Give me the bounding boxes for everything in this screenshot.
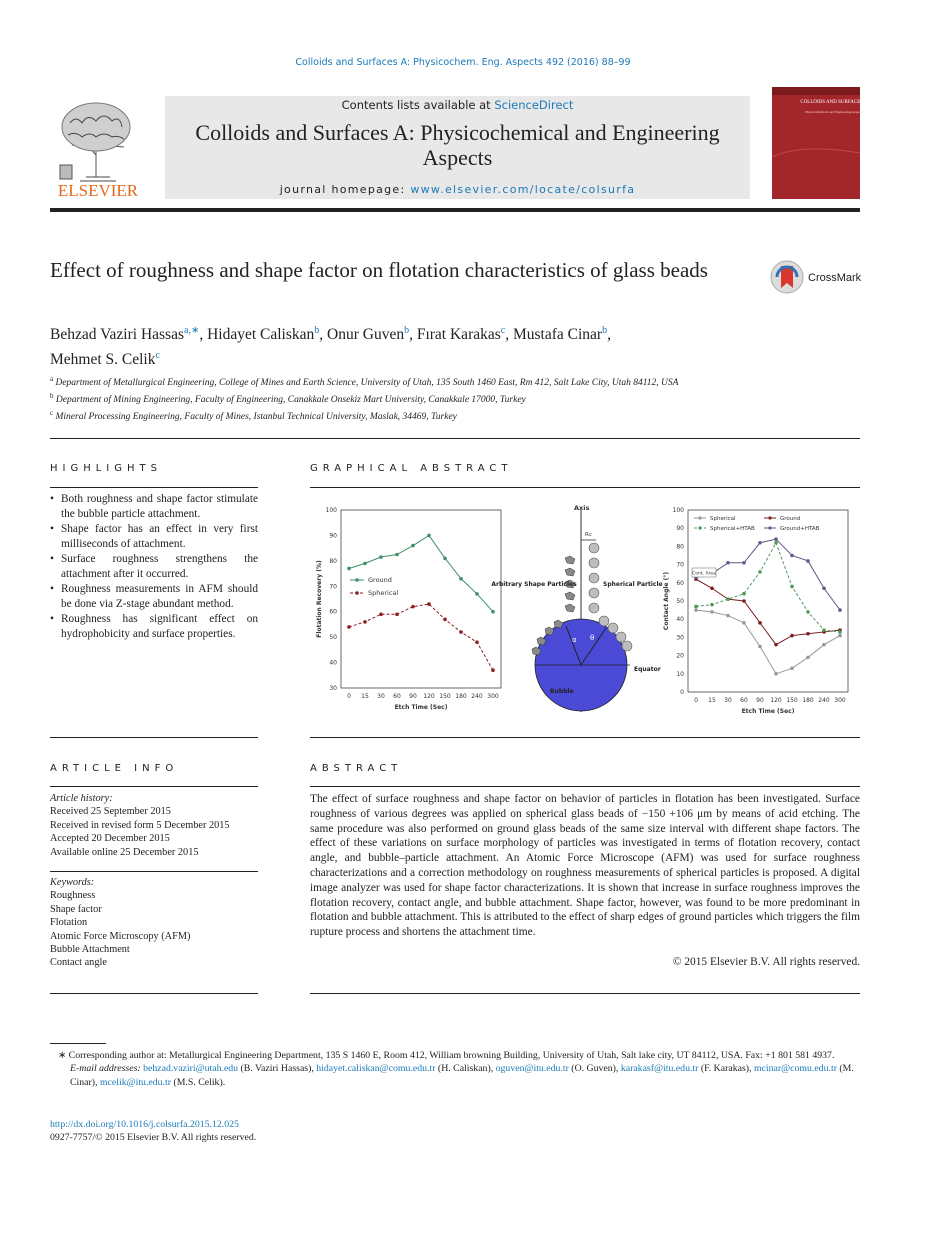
data-point [774,672,778,676]
spherical-particle [616,632,626,642]
data-point [363,562,367,566]
data-point [475,640,479,644]
article-title: Effect of roughness and shape factor on flotation characteristics of glass beads [50,258,708,282]
legend-marker [355,591,359,595]
data-point [379,555,383,559]
data-point [427,602,431,606]
article-info-rule [50,786,258,787]
x-tick-label: 90 [409,693,417,700]
history-entry: Available online 25 December 2015 [50,846,199,858]
x-tick-label: 60 [393,693,401,700]
abstract-rule [310,786,860,787]
keywords-end-rule [50,993,258,994]
author-separator: , [409,326,417,344]
publisher-name: ELSEVIER [57,181,139,200]
highlight-item: • Both roughness and shape factor stimulate the bubble particle attachment. [50,492,258,522]
header-rule [50,208,860,212]
data-point [774,537,778,541]
tree-icon [60,103,130,181]
x-tick-label: 300 [487,693,499,700]
journal-cover[interactable] [772,87,868,199]
highlight-item: • Shape factor has an effect in very first milliseconds of attachment. [50,522,258,552]
author-separator: , [505,326,513,344]
contents-prefix: Contents lists available at [341,98,495,112]
author-affiliation-mark[interactable]: b [314,325,320,336]
x-tick-label: 15 [361,693,369,700]
sciencedirect-link[interactable]: ScienceDirect [494,98,574,112]
y-tick-label: 10 [676,670,684,678]
data-point [459,577,463,581]
spherical-particle [589,543,599,553]
data-point [822,586,826,590]
data-point [395,553,399,557]
abstract-text: The effect of surface roughness and shape factor on behavior of particles in flotation has been investigated. Surface roughness of various degrees was applied on spherical glass beads of −150 +106 μm by means of acid etching. The same procedure was also performed on ground glass beads of the same size interval with different shape factors. The effect of these variations on surface morphology of particles was investigated in terms of flotation recovery, contact angle, and bubble–particle attachment. An Atomic Force Microscope (AFM) was used for surface roughness characterizations and a correction methodology on roughness measurements of spherical particles is proposed. A digital image analyzer was used for shape factor characterizations. It is shown that increase in surface roughness improves the flotation recovery, contact angle, and bubble attachment. Shape factor, however, was found to be more predominant in flotation and bubble attachment. This is attributed to the effect of sharp edges of ground particles which triggers the film rupture process and shortens the attachment time. [310,793,860,939]
author-affiliation-mark[interactable]: c [500,325,506,336]
article-history [50,792,260,859]
author-name: Fırat Karakas [416,326,501,344]
graphical-abstract-rule [310,487,860,488]
affiliation [50,390,760,407]
y-tick-label: 90 [329,532,337,540]
x-tick-label: 60 [740,697,748,704]
email-label: E-mail addresses: [70,1063,141,1075]
data-point [726,597,730,601]
x-tick-label: 30 [377,693,385,700]
author-name: Mustafa Cinar [512,326,603,344]
data-point [742,592,746,596]
data-point [758,621,762,625]
email-addresses [50,1062,860,1089]
homepage-prefix: journal homepage: [279,183,411,196]
affiliation-text: Department of Metallurgical Engineering, College of Mines and Earth Science, University of Utah, 135 South 1460 East, Rm 412, Salt Lake City, Utah 84112, USA [55,378,679,389]
y-tick-label: 80 [676,543,684,551]
crossmark-icon [770,260,862,294]
data-point [726,614,730,618]
data-point [710,603,714,607]
author-affiliation-mark[interactable]: a,∗ [184,325,200,336]
theta-label: θ [590,634,595,642]
graphical-abstract-figure [308,500,860,725]
abstract-end-rule [310,993,860,994]
spherical-particle [589,573,599,583]
x-tick-label: 30 [724,697,732,704]
affiliation-mark: a [50,375,54,383]
cover-subtitle: Physicochemical and Engineering Aspects [805,110,863,114]
legend-label: Spherical [710,516,736,522]
history-entry: Received 25 September 2015 [50,806,171,818]
data-point [491,610,495,614]
series-line-spherical [696,610,840,674]
data-point [379,612,383,616]
data-point [411,544,415,548]
keywords-label: Keywords: [50,877,95,888]
email-owner: (H. Caliskan), [435,1063,496,1075]
email-link[interactable]: behzad.vaziri@utah.edu [143,1063,239,1075]
arbitrary-particle [565,604,575,612]
data-point [838,608,842,612]
x-tick-label: 15 [708,697,716,704]
spherical-particle [622,641,632,651]
data-point [838,634,842,638]
keywords [50,876,260,970]
y-tick-label: 30 [329,685,337,692]
series-line-spherical [349,604,493,670]
cover-title: COLLOIDS AND SURFACES A [800,100,868,105]
x-tick-label: 150 [439,693,451,700]
keyword: Contact angle [50,957,107,969]
highlight-item: • Roughness measurements in AFM should be done via Z-stage abundant method. [50,582,258,612]
legend-marker [768,516,771,519]
graphical-abstract-end-rule [310,737,860,738]
y-tick-label: 40 [329,659,337,667]
journal-title: Colloids and Surfaces A: Physicochemical and Engineering Aspects [195,120,720,170]
data-point [694,608,698,612]
y-tick-label: 50 [329,634,337,642]
email-owner: (F. Karakas), [698,1063,754,1075]
data-point [758,541,762,545]
article-info-heading: ARTICLE INFO [50,763,179,774]
keyword: Shape factor [50,903,102,915]
author-name: Onur Guven [327,326,405,344]
plot-frame [341,510,501,688]
email-owner: (B. Vaziri Hassas), [238,1063,317,1075]
x-axis-label: Etch Time (Sec) [394,704,448,711]
data-point [363,620,367,624]
data-point [710,586,714,590]
data-point [822,643,826,647]
affiliation-mark: b [50,392,54,401]
abstract-copyright: © 2015 Elsevier B.V. All rights reserved. [672,956,860,968]
data-point [822,628,826,632]
arbitrary-particle [565,592,575,600]
data-point [758,645,762,649]
bubble-label: Bubble [550,688,574,695]
series-line-ground-htab [696,539,840,610]
keyword: Bubble Attachment [50,944,130,956]
email-link[interactable]: oguven@itu.edu.tr [495,1063,569,1075]
data-point [774,643,778,647]
legend-label: Ground [368,576,392,584]
issn-line: 0927-7757/© 2015 Elsevier B.V. All rights reserved. [50,1132,257,1144]
rc-label: Rc [585,532,592,538]
data-point [475,592,479,596]
data-point [411,605,415,609]
x-tick-label: 240 [471,693,483,700]
highlights-list [50,492,258,642]
legend-label: Ground+HTAB [780,526,820,532]
x-tick-label: 120 [770,697,782,704]
author-separator: , [607,326,611,344]
title-rule [50,438,860,439]
email-owner: (M. Cinar), [70,1063,854,1088]
arbitrary-particle [565,556,575,564]
history-rule [50,871,258,872]
highlight-item: • Roughness has significant effect on hydrophobicity and surface properties. [50,612,258,642]
y-tick-label: 60 [329,608,337,616]
author-separator: , [199,326,208,344]
author-affiliation-mark[interactable]: b [404,325,410,336]
x-tick-label: 0 [694,697,698,704]
alpha-label: α [572,636,577,644]
data-point [491,668,495,672]
email-link[interactable]: mcinar@comu.edu.tr [753,1063,837,1075]
y-tick-label: 70 [676,561,684,569]
arbitrary-particle [565,568,575,576]
contents-line [165,98,750,112]
y-tick-label: 60 [676,579,684,587]
data-point [758,570,762,574]
arbitrary-shape-label: Arbitrary Shape Particles [491,581,577,588]
data-point [806,656,810,660]
highlight-item: • Surface roughness strengthens the attachment after it occurred. [50,552,258,582]
crossmark-badge[interactable] [770,260,862,294]
email-link[interactable]: hidayet.caliskan@comu.edu.tr [316,1063,436,1075]
keyword: Roughness [50,890,96,902]
affiliation [50,373,760,390]
data-point [443,618,447,622]
data-point [710,610,714,614]
elsevier-logo [50,95,146,200]
crossmark-label: CrossMark [808,272,862,284]
arbitrary-particle [545,627,554,635]
doi-link[interactable]: http://dx.doi.org/10.1016/j.colsurfa.2015.12.025 [50,1119,239,1130]
x-tick-label: 240 [818,697,830,704]
data-point [742,599,746,603]
email-link[interactable]: karakasf@itu.edu.tr [620,1063,699,1075]
email-owner: (M.S. Celik). [171,1076,226,1088]
data-point [806,632,810,636]
abstract-heading: ABSTRACT [310,763,403,774]
affiliation-mark: c [50,409,54,418]
history-label: Article history: [50,793,113,804]
data-point [395,612,399,616]
affiliation-text: Mineral Processing Engineering, Faculty of Mines, Istanbul Technical University, Maslak, 34469, Turkey [55,412,457,423]
highlights-heading: HIGHLIGHTS [50,463,162,474]
legend-label: Spherical [368,589,399,597]
arbitrary-particle [554,620,563,628]
data-point [742,561,746,565]
data-point [459,630,463,634]
data-point [790,634,794,638]
spherical-particle-label: Spherical Particle [603,581,663,588]
email-owner: (O. Guven), [568,1063,621,1075]
legend-label: Ground [780,516,801,522]
series-line-ground [696,579,840,645]
annotation-label: Cont. Area [692,571,716,577]
bubble-attachment-diagram [491,504,662,712]
y-axis-label: Flotation Recovery (%) [316,560,323,638]
y-tick-label: 0 [680,689,684,696]
y-tick-label: 100 [672,507,684,514]
author-list [50,320,810,370]
y-axis-label: Contact Angle (°) [663,571,670,631]
legend-marker [698,516,701,519]
x-axis-label: Etch Time (Sec) [741,708,795,715]
author-name: Behzad Vaziri Hassas [50,326,185,344]
equator-label: Equator [634,666,661,673]
data-point [742,621,746,625]
footnotes [50,1049,860,1089]
data-point [790,667,794,671]
homepage-link[interactable]: www.elsevier.com/locate/colsurfa [410,183,636,196]
spherical-particle [608,623,618,633]
data-point [726,561,730,565]
data-point [790,585,794,589]
y-tick-label: 40 [676,616,684,624]
author-separator: , [319,326,328,344]
journal-banner [165,96,750,199]
data-point [347,625,351,629]
data-point [347,567,351,571]
highlights-rule [50,487,258,488]
legend-marker [698,526,701,529]
axis-label: Axis [574,504,590,512]
affiliation-text: Department of Mining Engineering, Faculty of Engineering, Canakkale Onsekiz Mart University, Canakkale 17000, Turkey [55,395,526,406]
email-link[interactable]: mcelik@itu.edu.tr [99,1076,171,1088]
x-tick-label: 120 [423,693,435,700]
affiliations [50,373,760,424]
chart-panel-3 [663,507,848,715]
footer-identifiers [50,1118,550,1145]
series-line-spherical-htab [696,543,840,632]
author-affiliation-mark[interactable]: c [155,350,160,362]
corresponding-author-note: ∗ Corresponding author at: Metallurgical Engineering Department, 135 S 1460 E, Room 412, William browning Building, University of Utah, Salt lake city, UT 84112, USA. Fax: +1 801 581 4937. [58,1050,835,1061]
journal-citation[interactable]: Colloids and Surfaces A: Physicochem. Eng. Aspects 492 (2016) 88–99 [295,57,631,68]
data-point [427,534,431,538]
spherical-particle [599,616,609,626]
history-entry: Accepted 20 December 2015 [50,833,170,845]
data-point [838,630,842,634]
legend-marker [355,578,359,582]
data-point [694,605,698,609]
spherical-particle [589,588,599,598]
x-tick-label: 150 [786,697,798,704]
x-tick-label: 180 [455,693,467,700]
data-point [790,554,794,558]
author-name: Hidayet Caliskan [207,326,315,344]
x-tick-label: 180 [802,697,814,704]
graphical-abstract-heading: GRAPHICAL ABSTRACT [310,463,513,474]
y-tick-label: 50 [676,598,684,605]
y-tick-label: 80 [329,557,337,565]
legend-marker [768,526,771,529]
author-affiliation-mark[interactable]: b [602,325,608,336]
highlights-end-rule [50,737,258,738]
affiliation [50,407,760,424]
data-point [774,541,778,545]
legend-label: Spherical+HTAB [710,526,755,532]
y-tick-label: 30 [676,634,684,642]
y-tick-label: 90 [676,525,684,533]
keyword: Atomic Force Microscopy (AFM) [50,930,191,942]
footnote-rule [50,1043,106,1044]
x-tick-label: 0 [347,693,351,700]
y-tick-label: 20 [676,652,684,660]
author-name: Mehmet S. Celik [50,351,156,369]
series-line-ground [349,535,493,611]
data-point [806,559,810,563]
y-tick-label: 100 [325,507,337,514]
homepage-line [165,183,750,196]
chart-panel-1 [316,507,501,711]
keyword: Flotation [50,917,88,929]
data-point [806,610,810,614]
spherical-particle [589,558,599,568]
spherical-particle [589,603,599,613]
x-tick-label: 90 [756,697,764,704]
plot-frame [688,510,848,692]
x-tick-label: 300 [834,697,846,704]
y-tick-label: 70 [329,583,337,591]
history-entry: Received in revised form 5 December 2015 [50,819,230,831]
data-point [443,557,447,561]
